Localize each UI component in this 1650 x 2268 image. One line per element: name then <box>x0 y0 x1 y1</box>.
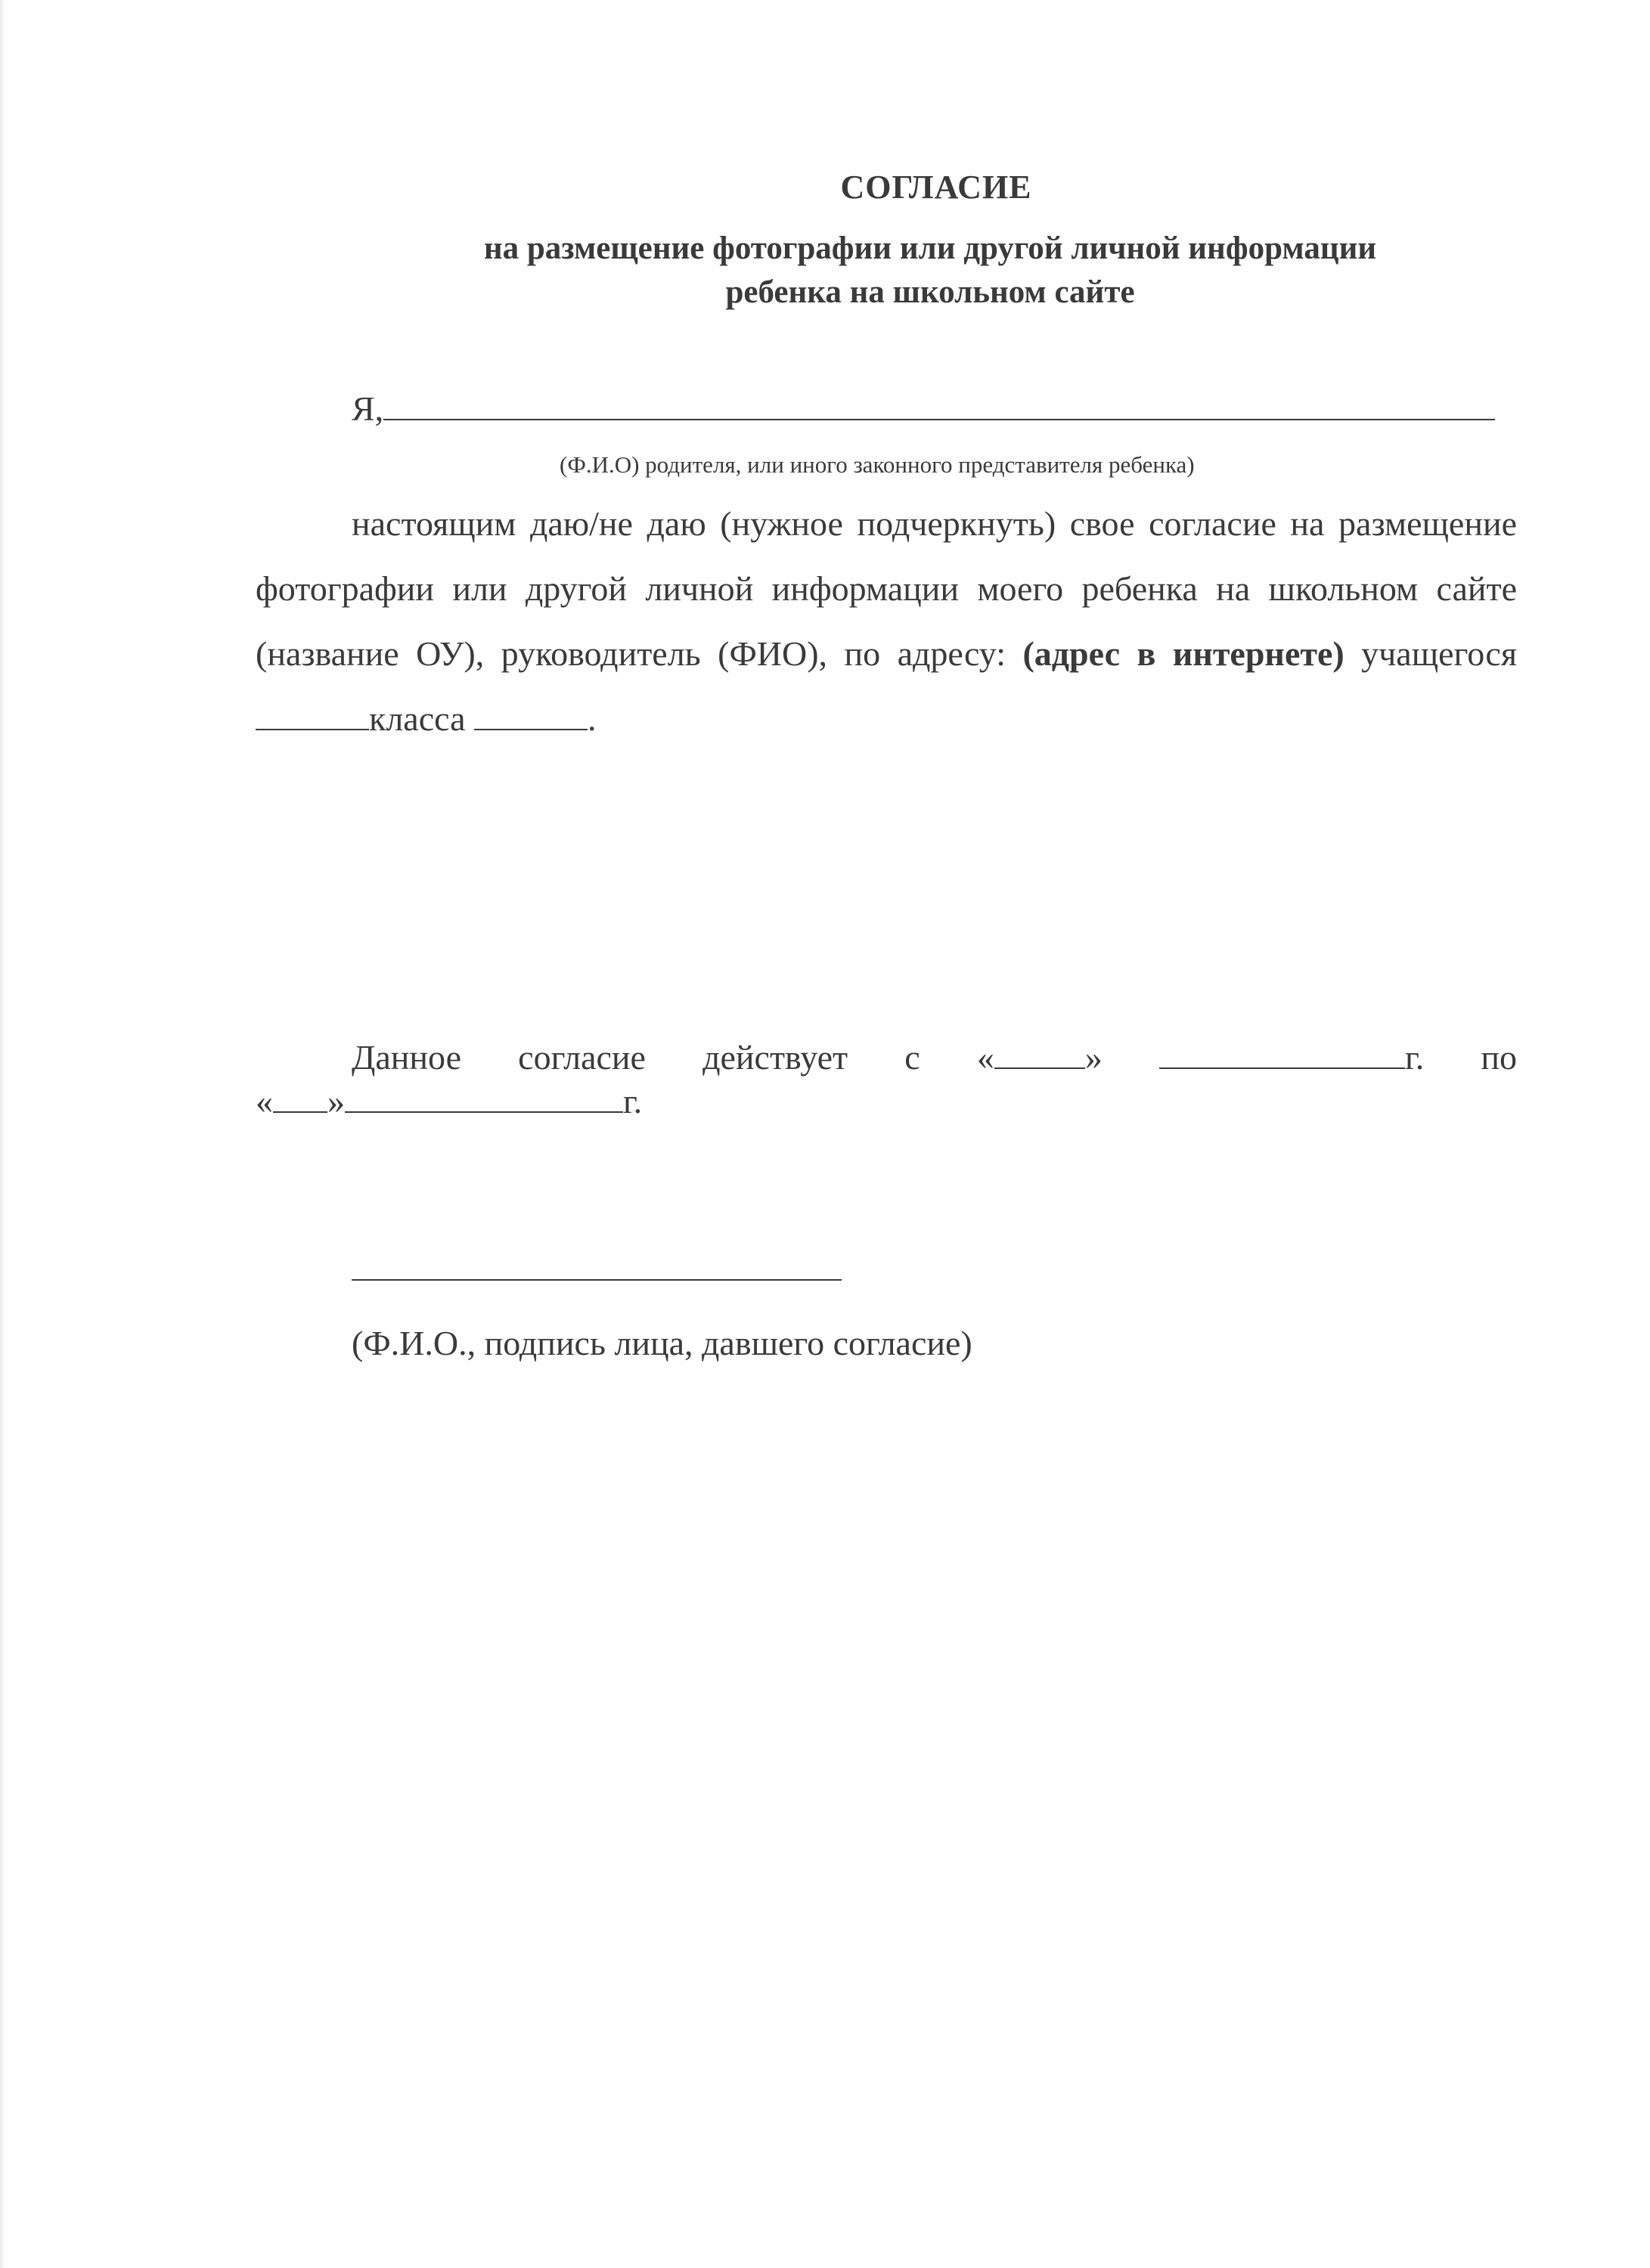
subtitle-line-2: ребенка на школьном сайте <box>725 274 1135 310</box>
consent-paragraph <box>256 491 1517 751</box>
validity-to-day-field[interactable] <box>273 1080 327 1113</box>
validity-to-word: по <box>1481 1038 1518 1077</box>
document-title: СОГЛАСИЕ <box>840 169 1032 206</box>
validity-to-year-suffix: г. <box>623 1082 643 1120</box>
grade-field[interactable] <box>256 697 369 730</box>
validity-line-1 <box>256 1036 1517 1079</box>
document-subtitle <box>318 227 1543 314</box>
validity-to-close-quote: » <box>327 1082 345 1120</box>
validity-from-open-quote: « <box>976 1038 994 1077</box>
class-letter-field[interactable] <box>474 697 588 730</box>
consent-text-bold: (адрес в интернете) <box>1022 634 1345 673</box>
validity-to-month-field[interactable] <box>345 1080 623 1113</box>
parent-name-hint: (Ф.И.О) родителя, или иного законного представителя ребенка) <box>560 451 1195 478</box>
signature-hint: (Ф.И.О., подпись лица, давшего согласие) <box>352 1324 972 1362</box>
parent-name-row <box>352 386 1495 429</box>
validity-line-2 <box>256 1080 642 1121</box>
consent-end: . <box>588 699 597 738</box>
validity-from-month-field[interactable] <box>1159 1036 1405 1069</box>
validity-intro: Данное согласие действует с <box>352 1038 920 1077</box>
consent-class-word: класса <box>369 699 475 738</box>
validity-from-year-suffix: г. <box>1405 1038 1425 1077</box>
validity-from-close-quote: » <box>1084 1038 1103 1077</box>
ya-prefix: Я, <box>352 389 384 428</box>
validity-to-open-quote: « <box>256 1082 273 1120</box>
consent-text-1: настоящим даю/не даю (нужное подчеркнуть) свое согласие на размещение фотографии или другой личной информации моего ребенка на школьном сайте (название ОУ), руководитель (ФИО), по адресу: <box>256 504 1517 673</box>
consent-text-2: учащегося <box>1344 634 1517 673</box>
signature-field[interactable] <box>352 1279 842 1281</box>
validity-from-day-field[interactable] <box>994 1036 1085 1069</box>
parent-name-field[interactable] <box>383 386 1495 420</box>
scan-edge <box>0 0 5 2268</box>
subtitle-line-1: на размещение фотографии или другой личной информации <box>483 231 1377 266</box>
